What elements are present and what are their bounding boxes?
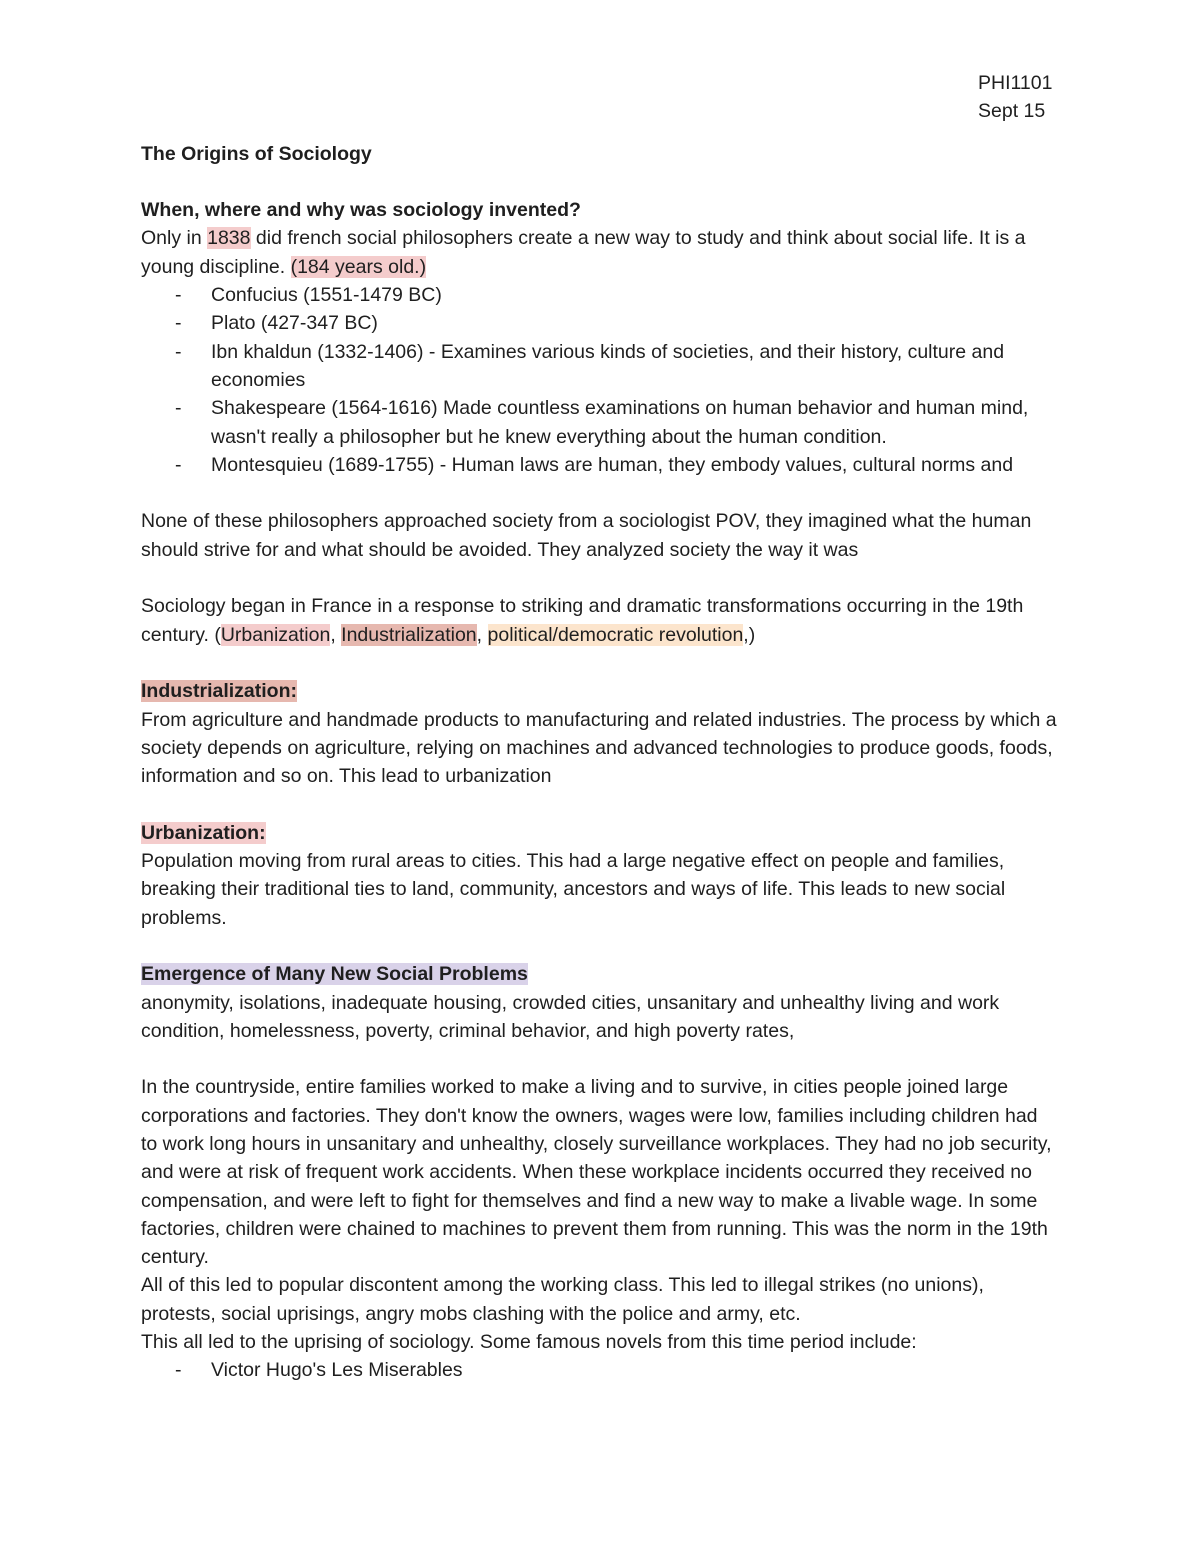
pov-paragraph: None of these philosophers approached society from a sociologist POV, they imagined what the human should strive for and what should be avoided. They analyzed society the way it was [141,510,1032,561]
course-code: PHI1101 [978,72,1053,94]
discontent-paragraph: All of this led to popular discontent among the working class. This led to illegal strikes (no unions), protests, social uprisings, angry mobs clashing with the police and army, etc. [141,1274,984,1325]
highlight-year: 1838 [207,227,251,250]
list-item: - Victor Hugo's Les Miserables [175,1359,463,1382]
document-title: The Origins of Sociology [141,142,372,165]
intro-paragraph [141,224,1059,281]
section-question: When, where and why was sociology invented? [141,199,581,222]
list-item: - Confucius (1551-1479 BC) [175,284,442,307]
document-header [141,69,1059,126]
industrialization-text: From agriculture and handmade products to manufacturing and related industries. The process by which a society depends on agriculture, relying on machines and advanced technologies to produce goods, foods, information and so on. This lead to urbanization [141,708,1057,788]
list-item: - Montesquieu (1689-1755) - Human laws are human, they embody values, cultural norms and [175,453,1014,476]
novels-intro-paragraph: This all led to the uprising of sociology. Some famous novels from this time period include: [141,1331,917,1354]
countryside-paragraph: In the countryside, entire families worked to make a living and to survive, in cities people joined large corporations and factories. They don't know the owners, wages were low, families including children had to work long hours in unsanitary and unhealthy, closely surveillance workplaces. They had no job security, and were at risk of frequent work accidents. When these workplace incidents occurred they received no compensation, and were left to fight for themselves and find a new way to make a livable wage. In some factories, children were chained to machines to prevent them from running. This was the norm in the 19th century. [141,1076,1052,1269]
intro-text-2: did french social philosophers create a new way to study and think about social life. It is a young discipline. [141,227,1026,278]
social-problems-text: anonymity, isolations, inadequate housing, crowded cities, unsanitary and unhealthy living and work condition, homelessness, poverty, criminal behavior, and high poverty rates, [141,991,1000,1042]
intro-text-1: Only in [141,227,208,250]
highlight-industrialization: Industrialization [341,623,477,646]
document-page [141,69,1059,1385]
highlight-age: (184 years old.) [290,255,427,278]
list-item: - Plato (427-347 BC) [175,312,378,335]
industrialization-heading: Industrialization: [141,680,297,703]
novels-list [141,1356,1059,1384]
highlight-revolution: political/democratic revolution [487,623,744,646]
social-problems-section [141,960,1059,1045]
list-item: - Shakespeare (1564-1616) Made countless examinations on human behavior and human mind, wasn't really a philosopher but he knew everything about the human condition. [175,397,1029,448]
industrialization-section [141,677,1059,790]
list-item: - Ibn khaldun (1332-1406) - Examines various kinds of societies, and their history, culture and economies [175,340,1005,391]
social-problems-heading: Emergence of Many New Social Problems [141,963,528,986]
urbanization-text: Population moving from rural areas to cities. This had a large negative effect on people and families, breaking their traditional ties to land, community, ancestors and ways of life. This leads to new social problems. [141,850,1006,929]
urbanization-section [141,819,1059,932]
origins-paragraph: Sociology began in France in a response to striking and dramatic transformations occurring in the 19th century. (Urbanization, Industrialization, political/democratic revolution,) [141,595,1024,646]
lecture-date: Sept 15 [978,100,1046,123]
urbanization-heading: Urbanization: [141,821,266,844]
highlight-urbanization: Urbanization [220,623,331,646]
philosophers-list [141,281,1059,479]
